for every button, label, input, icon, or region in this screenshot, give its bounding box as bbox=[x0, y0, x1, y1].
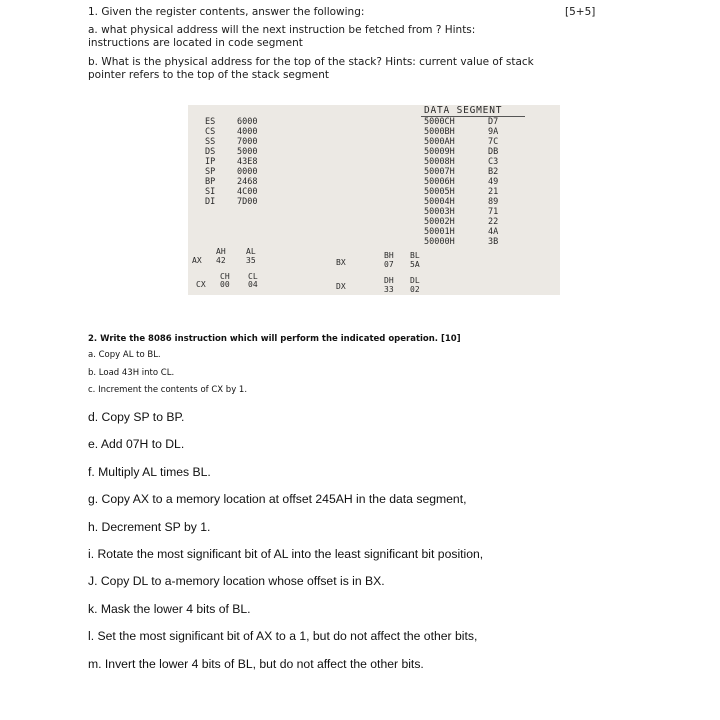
memory-address: 5000BH bbox=[424, 127, 455, 137]
memory-address: 5000AH bbox=[424, 137, 455, 147]
al-value: 35 bbox=[246, 256, 256, 265]
register-name: DI bbox=[205, 197, 216, 207]
register-value: 43E8 bbox=[237, 157, 258, 167]
register-value: 6000 bbox=[237, 117, 258, 127]
dl-value: 02 bbox=[410, 285, 420, 294]
dx-label: DX bbox=[336, 282, 346, 291]
dh-label: DH bbox=[384, 276, 394, 285]
memory-value: 49 bbox=[488, 177, 499, 187]
memory-value: 3B bbox=[488, 237, 499, 247]
memory-value: D7 bbox=[488, 117, 499, 127]
ah-value: 42 bbox=[216, 256, 226, 265]
memory-value: 21 bbox=[488, 187, 499, 197]
question-2-item: c. Increment the contents of CX by 1. bbox=[88, 385, 248, 395]
register-name: SP bbox=[205, 167, 216, 177]
ch-label: CH bbox=[220, 272, 230, 281]
question-1b-line1: b. What is the physical address for the top of the stack? Hints: current value of stack bbox=[88, 56, 534, 68]
question-1b-line2: pointer refers to the top of the stack segment bbox=[88, 69, 330, 81]
memory-value: DB bbox=[488, 147, 499, 157]
ax-label: AX bbox=[192, 256, 202, 265]
memory-address: 50003H bbox=[424, 207, 455, 217]
memory-value: C3 bbox=[488, 157, 499, 167]
question-2-item: f. Multiply AL times BL. bbox=[88, 464, 211, 479]
question-2-title: 2. Write the 8086 instruction which will perform the indicated operation. [10] bbox=[88, 334, 461, 344]
memory-address: 50006H bbox=[424, 177, 455, 187]
register-value: 2468 bbox=[237, 177, 258, 187]
memory-value: 89 bbox=[488, 197, 499, 207]
question-2-item: h. Decrement SP by 1. bbox=[88, 519, 211, 534]
question-2-item: a. Copy AL to BL. bbox=[88, 350, 161, 360]
bx-label: BX bbox=[336, 258, 346, 267]
question-1-marks: [5+5] bbox=[565, 6, 596, 18]
register-value: 0000 bbox=[237, 167, 258, 177]
question-2-item: e. Add 07H to DL. bbox=[88, 437, 185, 452]
memory-address: 50000H bbox=[424, 237, 455, 247]
memory-value: 22 bbox=[488, 217, 499, 227]
register-name: SI bbox=[205, 187, 216, 197]
register-value: 5000 bbox=[237, 147, 258, 157]
register-value: 7D00 bbox=[237, 197, 258, 207]
register-name: BP bbox=[205, 177, 216, 187]
memory-value: 9A bbox=[488, 127, 499, 137]
register-name: ES bbox=[205, 117, 216, 127]
register-value: 4C00 bbox=[237, 187, 258, 197]
memory-address: 50009H bbox=[424, 147, 455, 157]
question-2-item: b. Load 43H into CL. bbox=[88, 368, 175, 378]
dl-label: DL bbox=[410, 276, 420, 285]
question-2-item: d. Copy SP to BP. bbox=[88, 410, 185, 424]
memory-address: 50008H bbox=[424, 157, 455, 167]
question-2-item: l. Set the most significant bit of AX to a 1, but do not affect the other bits, bbox=[88, 629, 478, 644]
register-name: SS bbox=[205, 137, 216, 147]
bh-label: BH bbox=[384, 251, 394, 260]
cl-value: 04 bbox=[248, 280, 258, 289]
memory-address: 50007H bbox=[424, 167, 455, 177]
memory-address: 50004H bbox=[424, 197, 455, 207]
memory-value: 4A bbox=[488, 227, 499, 237]
cl-label: CL bbox=[248, 272, 258, 281]
memory-value: 71 bbox=[488, 207, 499, 217]
al-label: AL bbox=[246, 247, 256, 256]
memory-value: 7C bbox=[488, 137, 499, 147]
register-name: DS bbox=[205, 147, 216, 157]
ah-label: AH bbox=[216, 247, 226, 256]
dh-value: 33 bbox=[384, 285, 394, 294]
memory-value: B2 bbox=[488, 167, 499, 177]
question-2-item: g. Copy AX to a memory location at offset 245AH in the data segment, bbox=[88, 492, 467, 507]
bh-value: 07 bbox=[384, 260, 394, 269]
ch-value: 00 bbox=[220, 280, 230, 289]
question-2-item: k. Mask the lower 4 bits of BL. bbox=[88, 601, 251, 616]
memory-address: 50001H bbox=[424, 227, 455, 237]
question-2-item: i. Rotate the most significant bit of AL into the least significant bit position, bbox=[88, 547, 484, 561]
question-2-item: J. Copy DL to a-memory location whose offset is in BX. bbox=[88, 574, 385, 589]
bl-label: BL bbox=[410, 251, 420, 260]
register-value: 7000 bbox=[237, 137, 258, 147]
question-2-item: m. Invert the lower 4 bits of BL, but do not affect the other bits. bbox=[88, 656, 424, 671]
cx-label: CX bbox=[196, 280, 206, 289]
register-figure bbox=[188, 105, 560, 295]
question-1a-line1: a. what physical address will the next instruction be fetched from ? Hints: bbox=[88, 24, 476, 36]
register-name: CS bbox=[205, 127, 216, 137]
bl-value: 5A bbox=[410, 260, 420, 269]
question-1a-line2: instructions are located in code segment bbox=[88, 37, 303, 49]
register-name: IP bbox=[205, 157, 216, 167]
memory-address: 5000CH bbox=[424, 117, 455, 127]
question-1-title: 1. Given the register contents, answer the following: bbox=[88, 6, 365, 18]
memory-address: 50002H bbox=[424, 217, 455, 227]
register-value: 4000 bbox=[237, 127, 258, 137]
memory-address: 50005H bbox=[424, 187, 455, 197]
data-segment-title: DATA SEGMENT bbox=[424, 105, 503, 116]
